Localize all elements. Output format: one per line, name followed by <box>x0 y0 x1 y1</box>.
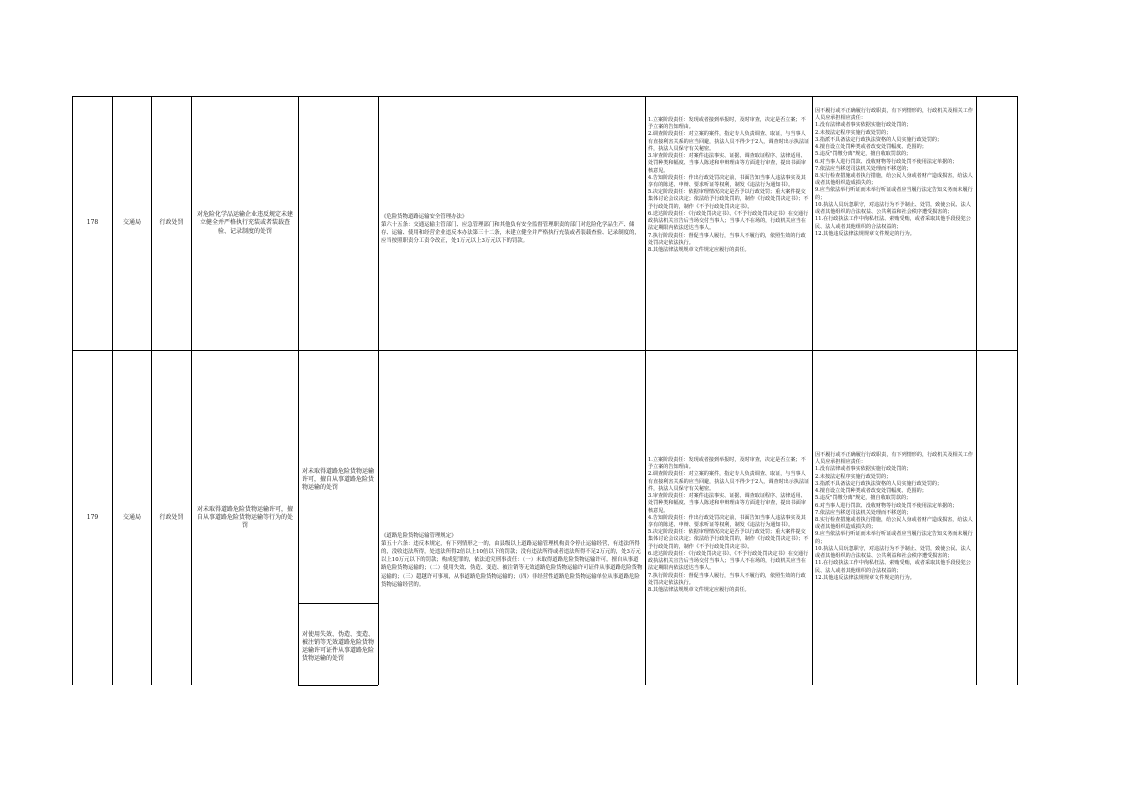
column-border <box>976 96 977 685</box>
accountability-item: 1.没有法律或者事实依据实施行政处罚的； <box>815 466 912 473</box>
department: 交通局 <box>122 219 141 227</box>
duty-item: 3.审查阶段责任：对案件违法事实、证据、调查取证程序、法律适用、处罚种类和幅度、当事人陈述和申辩理由等方面进行审查，提出书面审核意见。 <box>648 153 806 174</box>
accountability-item: 2.未按法定程序实施行政处罚的； <box>815 473 892 480</box>
accountability-list <box>813 452 976 582</box>
column-border <box>298 96 299 685</box>
duty-item: 6.送达阶段责任：《行政处罚决定书》、《不予行政处罚决定书》在交通行政执法机关宣告后当场交付当事人；当事人不在场的，行政机关应当在法定期限内依法送达当事人。 <box>648 210 809 232</box>
duty-item: 7.执行阶段责任：督促当事人履行，当事人不履行的，依照生效的行政处罚决定依法执行。 <box>648 232 806 246</box>
sub-row-divider <box>298 603 378 604</box>
accountability-item: 4.擅自设立处罚种类或者改变处罚幅度、范围的； <box>815 488 927 495</box>
accountability-item: 因不履行或不正确履行行政职责，有下列情形的，行政机关及相关工作人员应承担相应责任： <box>815 108 973 122</box>
accountability-item: 8.实行检查措施或者执行措施，给公民人身或者财产造成损害，给法人或者其他组织造成损失的； <box>815 516 973 531</box>
duty-item: 7.执行阶段责任：督促当事人履行，当事人不履行的，依照生效的行政处罚决定依法执行。 <box>648 572 806 586</box>
accountability-list <box>813 108 976 238</box>
accountability-item: 12.其他违反法律法规规章文件规定的行为。 <box>815 574 915 581</box>
item-name: 对危险化学品运输企业违反规定未建立健全并严格执行充装或者装载查验、记录制度的处罚 <box>196 211 293 235</box>
duty-item: 6.送达阶段责任：《行政处罚决定书》、《不予行政处罚决定书》在交通行政执法机关宣告后当场交付当事人；当事人不在场的，行政机关应当在法定期限内依法送达当事人。 <box>648 550 809 572</box>
accountability-item: 因不履行或不正确履行行政职责，有下列情形的，行政机关及相关工作人员应承担相应责任： <box>815 452 973 466</box>
item-name: 对未取得道路危险货物运输许可，擅自从事道路危险货物运输等行为的处罚 <box>196 505 293 530</box>
accountability-item: 3.指派不具备法定行政执法资格的人员实施行政处罚的； <box>815 480 943 487</box>
duty-list <box>646 457 812 594</box>
column-border <box>1017 96 1018 685</box>
duty-item: 4.告知阶段责任：作出行政处罚决定前，书面告知当事人违法事实及其享有的陈述、申辩、要求听证等权利，制发《违法行为通知书》。 <box>648 174 806 188</box>
accountability-item: 10.执法人员玩忽职守，对违法行为不予制止、处罚，致使公民、法人或者其他组织的合法权益、公共利益和社会秩序遭受损害的； <box>815 201 971 216</box>
accountability-item: 11.在行政执法工作中徇私枉法、索贿受贿，或者采取其他手段侵犯公民、法人或者其他组织的合法权益的； <box>815 560 971 574</box>
duty-item: 8.其他法律法规规章文件规定应履行的责任。 <box>648 586 750 593</box>
duty-item: 1.立案阶段责任：发现或者接到举报时，及时审查，决定是否立案；不予立案的告知理由。 <box>648 457 806 471</box>
accountability-item: 12.其他违反法律法规规章文件规定的行为。 <box>815 230 915 237</box>
accountability-item: 3.指派不具备法定行政执法资格的人员实施行政处罚的； <box>815 136 943 143</box>
sub-item-name: 对未取得道路危险货物运输许可，擅自从事道路危险货物运输的处罚 <box>302 467 375 492</box>
department: 交通局 <box>122 513 141 521</box>
accountability-item: 5.违反"罚缴分离"规定，擅自收取罚款的； <box>815 151 912 158</box>
accountability-item: 1.没有法律或者事实依据实施行政处罚的； <box>815 122 912 129</box>
row-number: 179 <box>86 513 99 521</box>
accountability-item: 8.实行检查措施或者执行措施，给公民人身或者财产造成损害，给法人或者其他组织造成损失的； <box>815 172 973 187</box>
duty-item: 2.调查阶段责任：对立案的案件，指定专人负责调查、取证，与当事人有直接利害关系的应当回避，执法人员不得少于2人，调查时出示执法证件，执法人员保守有关秘密。 <box>648 131 810 152</box>
duty-item: 4.告知阶段责任：作出行政处罚决定前，书面告知当事人违法事实及其享有的陈述、申辩、要求听证等权利，制发《违法行为通知书》。 <box>648 514 806 528</box>
accountability-item: 2.未按法定程序实施行政处罚的； <box>815 129 892 136</box>
accountability-item: 6.对当事人进行罚款、没收财物等行政处罚不使用法定单据的； <box>815 158 958 165</box>
power-type: 行政处罚 <box>159 219 184 227</box>
legal-basis: 《危险货物道路运输安全管理办法》 第六十五条：交通运输主管部门、应急管理部门和其他负有安全监督管理职责的部门对危险化学品生产、储存、运输、使用和经营企业违反本办法第三十二条，未建立健全并严格执行充装或者装载查验、记录制度的，应当按照职责分工责令改正，处1万元以上3万元以下的罚款。 <box>381 214 640 245</box>
column-border <box>191 96 192 685</box>
legal-basis: 《道路危险货物运输管理规定》 第五十六条：违反本规定，有下列情形之一的，由县级以上道路运输管理机构责令停止运输经营，有违法所得的，没收违法所得，处违法所得2倍以上10倍以下的罚款；没有违法所得或者违法所得不足2万元的，处3万元以上10万元以下的罚款；构成犯罪的，依法追究刑事责任：（一）未取得道路危险货物运输许可，擅自从事道路危险货物运输的；（二）使用失效、伪造、变造、被注销等无效道路危险货物运输许可证件从事道路危险货物运输的；（三）超越许可事项，从事道路危险货物运输的；（四）非经营性道路危险货物运输单位从事道路危险货物运输经营的。 <box>381 533 643 588</box>
accountability-item: 7.依法应当移送司法机关处理而不移送的； <box>815 509 912 516</box>
accountability-item: 6.对当事人进行罚款、没收财物等行政处罚不使用法定单据的； <box>815 502 958 509</box>
sub-item-name: 对使用失效、伪造、变造、被注销等无效道路危险货物运输许可证件从事道路危险货物运输的处罚 <box>302 630 375 663</box>
row-number: 178 <box>86 219 99 227</box>
accountability-item: 9.应当依法举行听证而未举行听证或者应当履行法定告知义务而未履行的； <box>815 531 973 545</box>
accountability-item: 11.在行政执法工作中徇私枉法、索贿受贿，或者采取其他手段侵犯公民、法人或者其他组织的合法权益的； <box>815 216 971 230</box>
duty-item: 1.立案阶段责任：发现或者接到举报时，及时审查，决定是否立案；不予立案的告知理由。 <box>648 117 806 131</box>
accountability-item: 10.执法人员玩忽职守，对违法行为不予制止、处罚，致使公民、法人或者其他组织的合法权益、公共利益和社会秩序遭受损害的； <box>815 545 971 560</box>
duty-item: 5.决定阶段责任：依据审理情况决定是否予以行政处罚；重大案件提交集体讨论会议决定；依法给予行政处罚的，制作《行政处罚决定书》；不予行政处罚的，制作《不予行政处罚决定书》。 <box>648 189 809 210</box>
duty-item: 8.其他法律法规规章文件规定应履行的责任。 <box>648 246 750 253</box>
accountability-item: 4.擅自设立处罚种类或者改变处罚幅度、范围的； <box>815 144 927 151</box>
power-type: 行政处罚 <box>159 513 184 521</box>
accountability-item: 5.违反"罚缴分离"规定，擅自收取罚款的； <box>815 495 912 502</box>
accountability-item: 9.应当依法举行听证而未举行听证或者应当履行法定告知义务而未履行的； <box>815 187 973 201</box>
duty-list <box>646 117 812 254</box>
column-border <box>378 96 379 685</box>
duty-item: 3.审查阶段责任：对案件违法事实、证据、调查取证程序、法律适用、处罚种类和幅度、当事人陈述和申辩理由等方面进行审查，提出书面审核意见。 <box>648 493 806 514</box>
duty-item: 2.调查阶段责任：对立案的案件，指定专人负责调查、取证，与当事人有直接利害关系的应当回避，执法人员不得少于2人，调查时出示执法证件，执法人员保守有关秘密。 <box>648 471 810 492</box>
duty-item: 5.决定阶段责任：依据审理情况决定是否予以行政处罚；重大案件提交集体讨论会议决定；依法给予行政处罚的，制作《行政处罚决定书》；不予行政处罚的，制作《不予行政处罚决定书》。 <box>648 529 809 550</box>
accountability-item: 7.依法应当移送司法机关处理而不移送的； <box>815 165 912 172</box>
sub-row-bottom-border <box>298 685 378 686</box>
